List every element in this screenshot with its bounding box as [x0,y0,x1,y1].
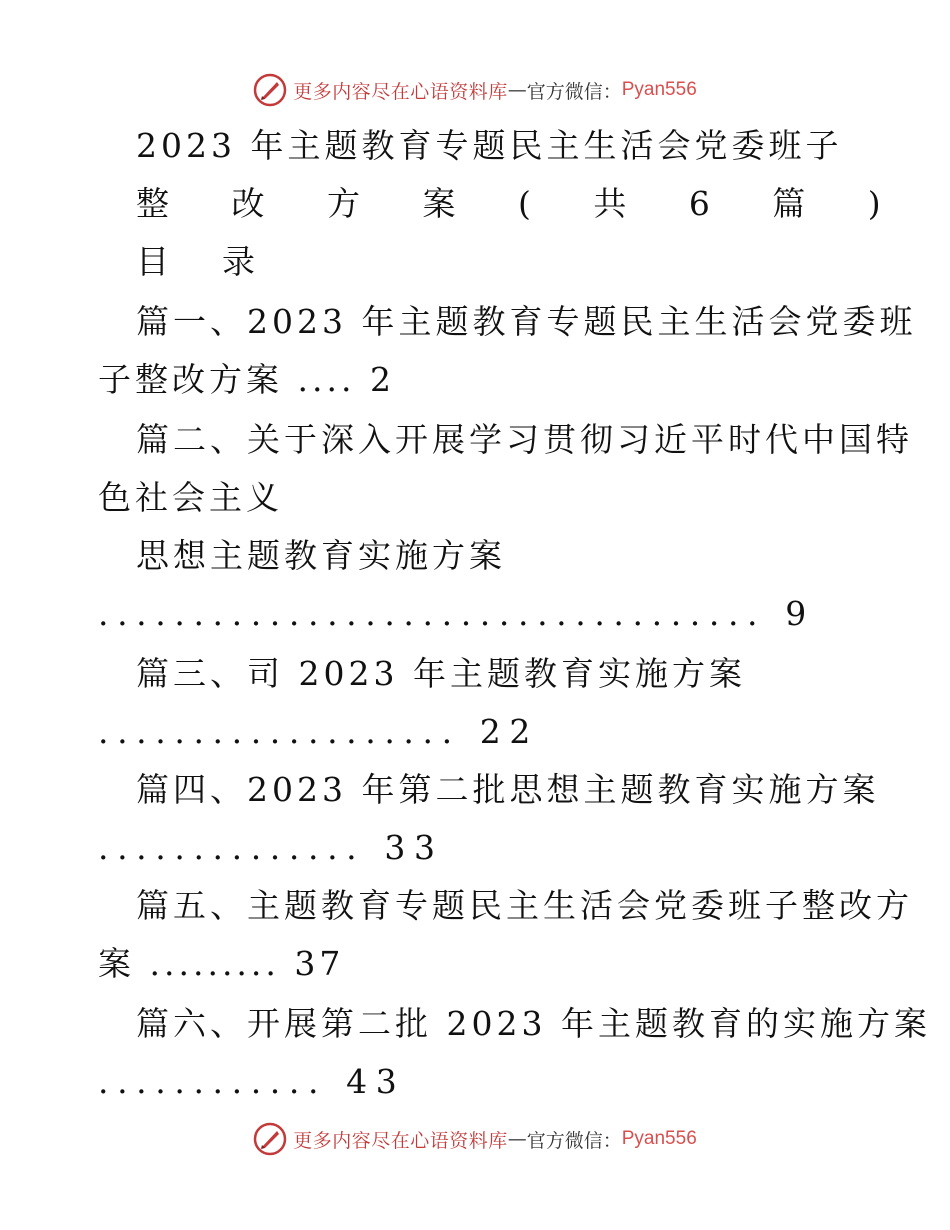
toc-entry-6-title: 篇六、开展第二批 2023 年主题教育的实施方案 [136,1004,931,1043]
watermark-banner-top [0,70,950,110]
quill-logo-icon [253,1122,287,1156]
watermark-dash: — [507,79,527,101]
watermark-site-text: 更多内容尽在心语资料库 [293,1129,508,1152]
toc-entry-1-title: 篇一、2023 年主题教育专题民主生活会党委班 [136,302,917,341]
toc-entry-3-title: 篇三、司 2023 年主题教育实施方案 [136,654,746,693]
toc-entry-4-page: .............. 33 [98,828,444,867]
watermark-official-label: 官方微信： [526,1129,622,1152]
toc-entry-2-title-cont2: 思想主题教育实施方案 [136,536,506,575]
toc-entry-2-page: ................................... 9 [98,594,815,633]
toc-entry-1-page: 子整改方案 .... 2 [98,360,395,399]
watermark-wechat-id: Pyan556 [621,79,697,100]
watermark-wechat-id: Pyan556 [621,1128,697,1149]
document-title-line1: 2023 年主题教育专题民主生活会党委班子 [136,126,843,165]
document-title-line2: 整 改 方 案 ( 共 6 篇 ) [136,184,907,223]
watermark-dash: — [507,1128,527,1150]
watermark-banner-bottom [0,1119,950,1159]
toc-entry-2-title: 篇二、关于深入开展学习贯彻习近平时代中国特 [136,420,913,459]
toc-entry-4-title: 篇四、2023 年第二批思想主题教育实施方案 [136,770,880,809]
quill-logo-icon [253,73,287,107]
toc-entry-5-title: 篇五、主题教育专题民主生活会党委班子整改方 [136,886,913,925]
toc-heading: 目 录 [136,242,265,281]
toc-entry-2-title-cont: 色社会主义 [98,478,283,517]
toc-entry-5-page: 案 ......... 37 [98,944,345,983]
watermark-site-text: 更多内容尽在心语资料库 [293,80,508,103]
toc-entry-6-page: ............ 43 [98,1062,406,1101]
watermark-official-label: 官方微信： [526,80,622,103]
toc-entry-3-page: ................... 22 [98,712,539,751]
